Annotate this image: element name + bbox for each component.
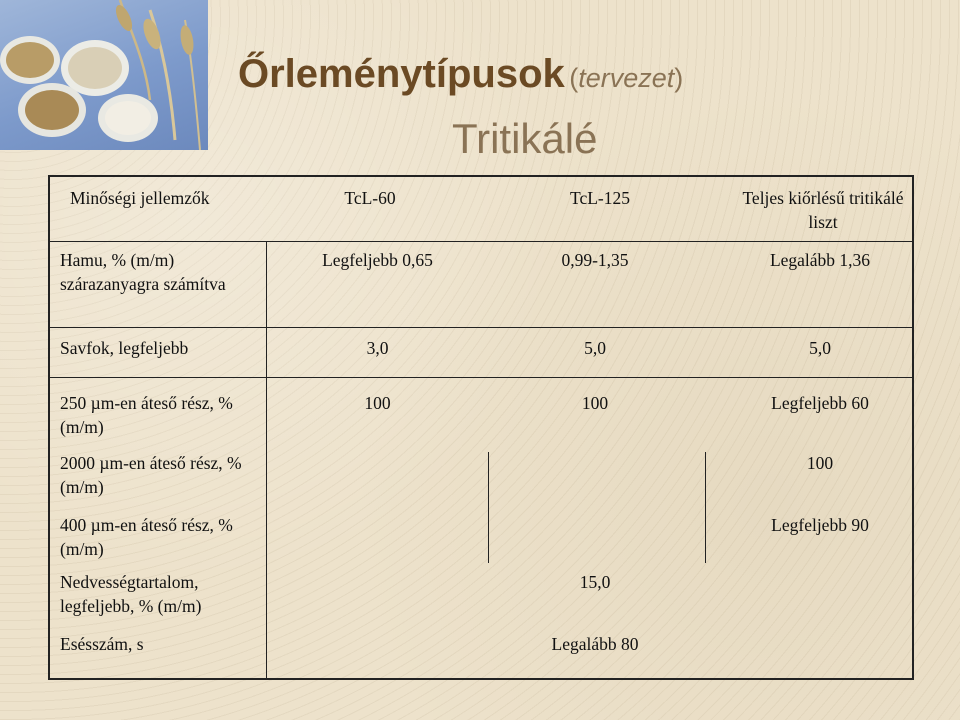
column-divider	[266, 241, 267, 678]
draft-open-paren: (	[569, 63, 579, 93]
column-divider	[488, 452, 489, 563]
header-divider	[50, 241, 912, 242]
page-subtitle: Tritikálé	[452, 115, 598, 162]
cell-250um-teljes: Legfeljebb 60	[771, 393, 869, 413]
header-tcl125: TcL-125	[569, 188, 630, 208]
cell-400um-teljes: Legfeljebb 90	[771, 515, 869, 535]
cell-hamu-tcl60: Legfeljebb 0,65	[322, 250, 433, 270]
header-teljes: Teljes kiőrlésű tritikálé liszt	[742, 188, 904, 232]
page-title	[238, 52, 938, 97]
row-label-400um: 400 µm-en áteső rész, % (m/m)	[60, 515, 233, 559]
cell-250um-tcl60: 100	[364, 393, 391, 413]
row-divider	[50, 327, 912, 328]
cell-hamu-tcl125: 0,99-1,35	[561, 250, 629, 270]
quality-table	[48, 175, 914, 680]
cell-hamu-teljes: Legalább 1,36	[769, 250, 871, 270]
grain-bowls-illustration	[0, 0, 208, 150]
cell-250um-tcl125: 100	[581, 393, 609, 413]
row-label-250um: 250 µm-en áteső rész, % (m/m)	[60, 393, 233, 437]
draft-close-paren: )	[674, 63, 684, 93]
cell-esesszam-value: Legalább 80	[551, 634, 639, 654]
header-tcl60: TcL-60	[344, 188, 396, 208]
row-label-esesszam: Esésszám, s	[60, 634, 144, 654]
header-minosegi: Minőségi jellemzők	[70, 188, 210, 208]
row-label-nedvesseg: Nedvességtartalom, legfeljebb, % (m/m)	[60, 572, 202, 616]
title-draft-word: tervezet	[578, 63, 675, 93]
cell-savfok-tcl125: 5,0	[584, 338, 606, 358]
row-label-savfok: Savfok, legfeljebb	[60, 338, 189, 358]
row-label-hamu: Hamu, % (m/m) szárazanyagra számítva	[60, 250, 226, 294]
cell-nedvesseg-value: 15,0	[579, 572, 611, 592]
row-label-2000um: 2000 µm-en áteső rész, % (m/m)	[60, 453, 242, 497]
grain-flour-photo	[0, 0, 208, 150]
row-divider	[50, 377, 912, 378]
column-divider	[705, 452, 706, 563]
cell-savfok-tcl60: 3,0	[366, 338, 389, 358]
cell-savfok-teljes: 5,0	[809, 338, 831, 358]
cell-2000um-teljes: 100	[806, 453, 834, 473]
title-main: Őrleménytípusok	[238, 52, 565, 96]
title-draft-note	[569, 63, 683, 93]
